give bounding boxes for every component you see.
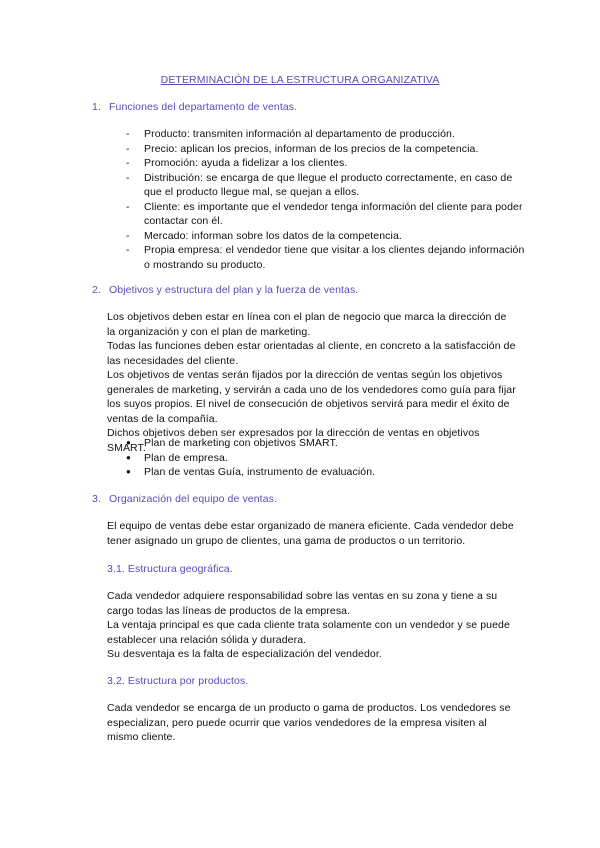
document-title: DETERMINACIÓN DE LA ESTRUCTURA ORGANIZATIVA <box>160 74 440 86</box>
plans-list <box>126 436 526 480</box>
list-item: - Distribución: se encarga de que llegue el producto correctamente, en caso de que el producto llegue mal, se quejan a ellos. <box>126 171 526 200</box>
paragraph: Cada vendedor se encarga de un producto o gama de productos. Los vendedores se especializan, pero puede ocurrir que varios vendedores de la empresa visiten al mismo cliente. <box>107 702 511 743</box>
paragraph: Su desventaja es la falta de especialización del vendedor. <box>107 648 382 660</box>
section-title: Funciones del departamento de ventas. <box>109 101 298 113</box>
subsection-3-2-heading: 3.2. Estructura por productos. <box>107 675 249 687</box>
list-item: ● Plan de empresa. <box>126 451 526 466</box>
section-number: 1. <box>92 101 101 113</box>
section-title: Organización del equipo de ventas. <box>109 493 278 505</box>
paragraph: Cada vendedor adquiere responsabilidad sobre las ventas en su zona y tiene a su cargo todas las líneas de productos de la empresa. <box>107 590 498 617</box>
list-item: - Mercado: informan sobre los datos de la competencia. <box>126 229 526 244</box>
section-number: 2. <box>92 284 101 296</box>
subsection-3-2-body <box>107 701 517 745</box>
section-number: 3. <box>92 493 101 505</box>
paragraph: La ventaja principal es que cada cliente trata solamente con un vendedor y se puede establecer una relación sólida y duradera. <box>107 619 510 646</box>
paragraph: Todas las funciones deben estar orientadas al cliente, en concreto a la satisfacción de las necesidades del cliente. <box>107 340 516 367</box>
list-item: - Propia empresa: el vendedor tiene que visitar a los clientes dejando información o mostrando su producto. <box>126 243 526 272</box>
paragraph: Los objetivos de ventas serán fijados por la dirección de ventas según los objetivos generales de marketing, y servirán a cada uno de los vendedores como guía para fijar los suyos propios. El nivel de consecución de objetivos servirá para medir el éxito de ventas de la compañía. <box>107 369 516 425</box>
list-item: - Promoción: ayuda a fidelizar a los clientes. <box>126 156 526 171</box>
subsection-3-1-body <box>107 589 517 662</box>
subsection-3-1-heading: 3.1. Estructura geográfica. <box>107 563 233 575</box>
list-item: ● Plan de ventas Guía, instrumento de evaluación. <box>126 465 526 480</box>
section-title: Objetivos y estructura del plan y la fuerza de ventas. <box>109 284 359 296</box>
list-item: - Precio: aplican los precios, informan de los precios de la competencia. <box>126 142 526 157</box>
functions-list <box>126 127 526 272</box>
section-3-body <box>107 519 517 548</box>
paragraph: Los objetivos deben estar en línea con el plan de negocio que marca la dirección de la organización y con el plan de marketing. <box>107 311 507 338</box>
section-3-heading <box>92 492 277 507</box>
list-item: - Producto: transmiten información al departamento de producción. <box>126 127 526 142</box>
section-2-heading <box>92 283 358 298</box>
paragraph: El equipo de ventas debe estar organizado de manera eficiente. Cada vendedor debe tener asignado un grupo de clientes, una gama de productos o un territorio. <box>107 520 514 547</box>
section-2-body <box>107 310 517 455</box>
list-item: ● Plan de marketing con objetivos SMART. <box>126 436 526 451</box>
section-1-heading <box>92 100 297 115</box>
list-item: - Cliente: es importante que el vendedor tenga información del cliente para poder contactar con él. <box>126 200 526 229</box>
paragraph: Dichos objetivos deben ser expresados por la dirección de ventas en objetivos SMART. <box>107 427 480 454</box>
